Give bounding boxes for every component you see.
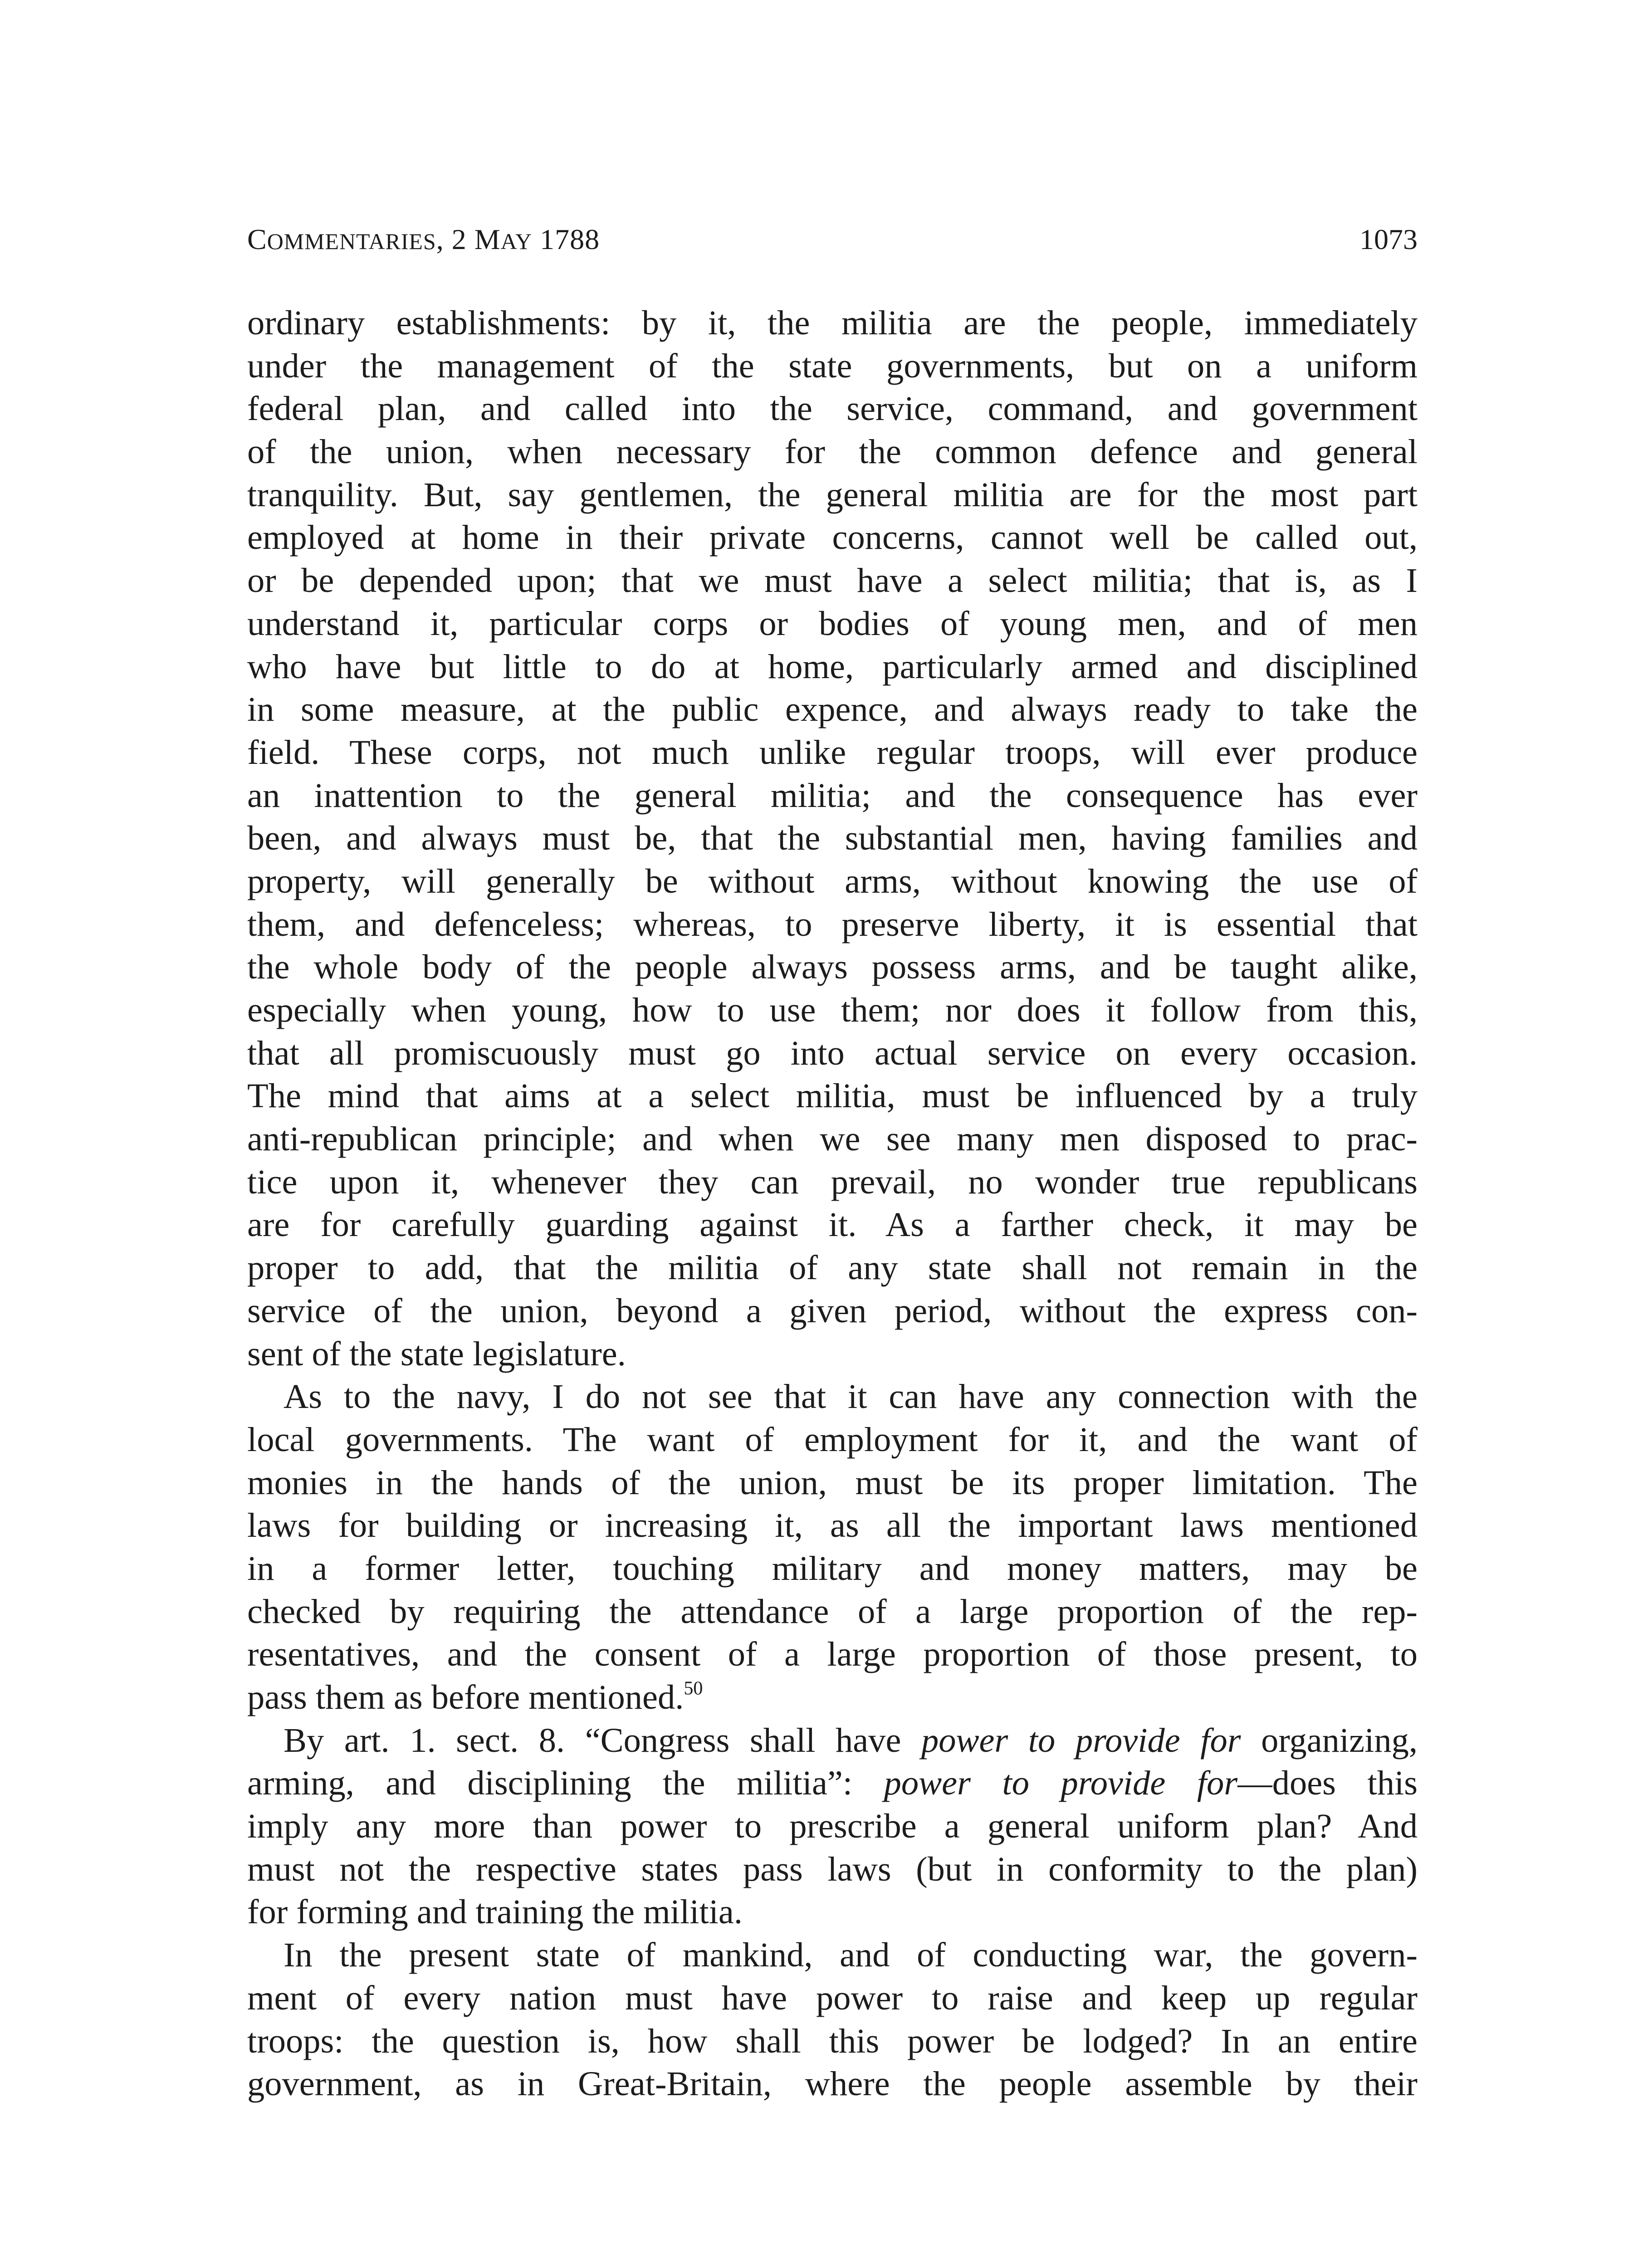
- text-line: imply any more than power to prescribe a general uniform plan? And: [247, 1807, 1418, 1846]
- text-line: pass them as before mentioned.$^{50}$: [247, 1678, 703, 1716]
- text-line: local governments. The want of employment for it, and the want of: [247, 1420, 1418, 1459]
- text-line: especially when young, how to use them; nor does it follow from this,: [247, 991, 1418, 1029]
- text-line: checked by requiring the attendance of a large proportion of the rep-: [247, 1592, 1418, 1631]
- text-line: must not the respective states pass laws (but in conformity to the plan): [247, 1849, 1418, 1888]
- text-line: under the management of the state governments, but on a uniform: [247, 346, 1418, 385]
- page-number: 1073: [1359, 223, 1418, 255]
- paragraph: [247, 302, 1418, 1375]
- text-line: federal plan, and called into the service, command, and government: [247, 389, 1418, 428]
- body-text: [247, 302, 1418, 2106]
- text-line: In the present state of mankind, and of conducting war, the govern-: [284, 1936, 1418, 1975]
- text-line: monies in the hands of the union, must be its proper limitation. The: [247, 1463, 1418, 1502]
- italic-phrase: power to provide for: [884, 1764, 1238, 1803]
- text-line: employed at home in their private concerns, cannot well be called out,: [247, 518, 1418, 557]
- text-line: tice upon it, whenever they can prevail, no wonder true republicans: [247, 1162, 1418, 1201]
- text-line: sent of the state legislature.: [247, 1334, 626, 1373]
- text-line: arming, and disciplining the militia”: power to provide for—does this: [247, 1764, 1418, 1803]
- text-line: who have but little to do at home, particularly armed and disciplined: [247, 647, 1418, 686]
- text-line: field. These corps, not much unlike regular troops, will ever produce: [247, 733, 1418, 772]
- text-line: them, and defenceless; whereas, to preserve liberty, it is essential that: [247, 904, 1418, 943]
- text-line: service of the union, beyond a given period, without the express con-: [247, 1291, 1418, 1330]
- text-line: troops: the question is, how shall this power be lodged? In an entire: [247, 2021, 1418, 2060]
- text-line: of the union, when necessary for the common defence and general: [247, 432, 1418, 471]
- running-title: COMMENTARIES, 2 MAY 1788: [247, 223, 600, 255]
- text-line: or be depended upon; that we must have a select militia; that is, as I: [247, 561, 1418, 600]
- text-line: the whole body of the people always possess arms, and be taught alike,: [247, 948, 1418, 987]
- text-line: understand it, particular corps or bodies of young men, and of men: [247, 604, 1418, 643]
- text-line: in a former letter, touching military and money matters, may be: [247, 1549, 1418, 1588]
- text-line: property, will generally be without arms, without knowing the use of: [247, 861, 1418, 900]
- text-line: an inattention to the general militia; and the consequence has ever: [247, 776, 1418, 815]
- text-line: are for carefully guarding against it. As a farther check, it may be: [247, 1205, 1418, 1244]
- text-line: ment of every nation must have power to raise and keep up regular: [247, 1978, 1418, 2017]
- text-line: By art. 1. sect. 8. “Congress shall have power to provide for organizing,: [284, 1721, 1418, 1760]
- text-line: been, and always must be, that the substantial men, having families and: [247, 819, 1418, 858]
- paragraph: [247, 1934, 1418, 2106]
- paragraph: [247, 1719, 1418, 1934]
- text-line: proper to add, that the militia of any state shall not remain in the: [247, 1248, 1418, 1287]
- text-line: laws for building or increasing it, as all the important laws mentioned: [247, 1506, 1418, 1545]
- running-head: [247, 221, 1418, 258]
- footnote-reference: 50: [684, 1678, 703, 1699]
- text-line: As to the navy, I do not see that it can have any connection with the: [284, 1377, 1418, 1416]
- text-line: that all promiscuously must go into actual service on every occasion.: [247, 1033, 1418, 1072]
- paragraph: [247, 1375, 1418, 1719]
- text-line: government, as in Great-Britain, where the people assemble by their: [247, 2064, 1418, 2103]
- italic-phrase: power to provide for: [921, 1721, 1241, 1760]
- text-line: The mind that aims at a select militia, must be influenced by a truly: [247, 1076, 1418, 1115]
- text-line: tranquility. But, say gentlemen, the general militia are for the most part: [247, 475, 1418, 514]
- text-line: ordinary establishments: by it, the militia are the people, immediately: [247, 303, 1418, 342]
- text-line: for forming and training the militia.: [247, 1892, 743, 1931]
- text-line: in some measure, at the public expence, and always ready to take the: [247, 690, 1418, 729]
- text-line: anti-republican principle; and when we see many men disposed to prac-: [247, 1119, 1418, 1158]
- text-line: resentatives, and the consent of a large proportion of those present, to: [247, 1635, 1418, 1674]
